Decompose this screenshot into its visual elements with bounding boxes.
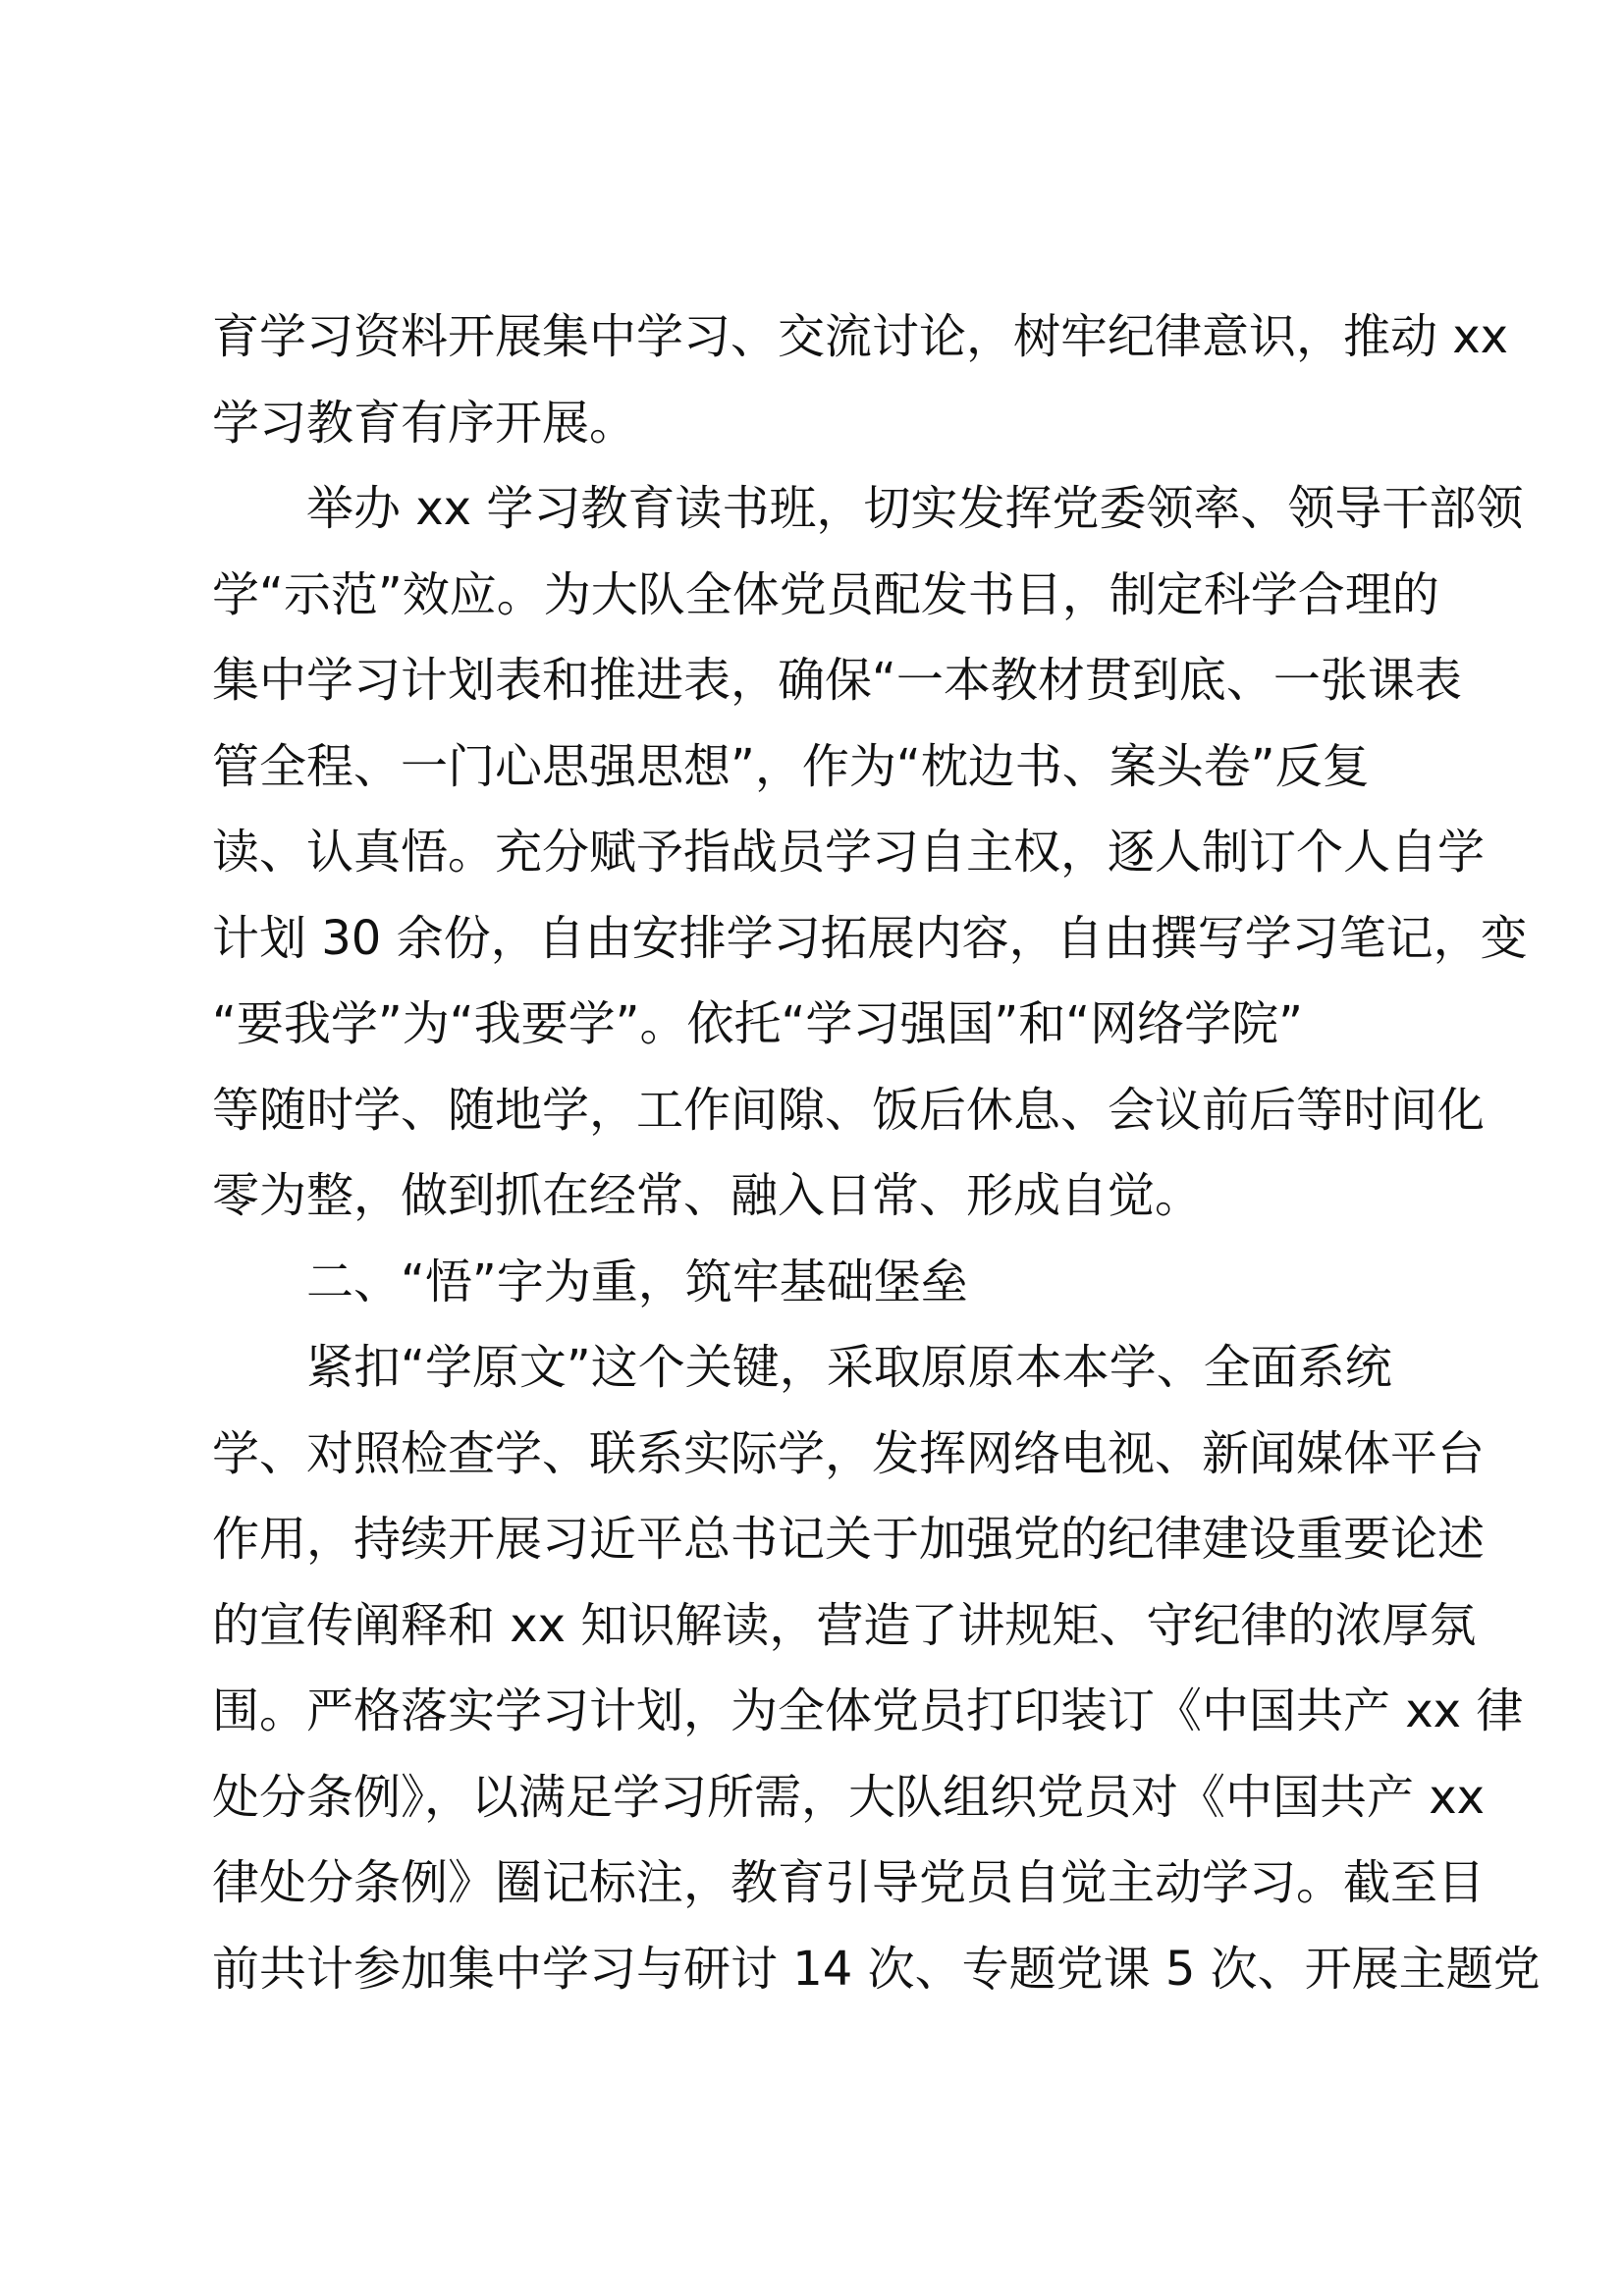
text-line: 等随时学、随地学，工作间隙、饭后休息、会议前后等时间化 bbox=[212, 1082, 1486, 1138]
paragraph-start-line: 紧扣“学原文”这个关键，采取原原本本学、全面系统 bbox=[306, 1340, 1392, 1395]
text-line: 管全程、一门心思强思想”，作为“枕边书、案头卷”反复 bbox=[212, 738, 1370, 794]
document-body bbox=[212, 294, 1541, 2012]
text-line: 的宣传阐释和 xx 知识解读，营造了讲规矩、守纪律的浓厚氛 bbox=[212, 1597, 1477, 1653]
text-line: 学“示范”效应。为大队全体党员配发书目，制定科学合理的 bbox=[212, 566, 1439, 622]
text-line: “要我学”为“我要学”。依托“学习强国”和“网络学院” bbox=[212, 996, 1303, 1051]
text-line: 零为整，做到抓在经常、融入日常、形成自觉。 bbox=[212, 1168, 1203, 1223]
text-line: 读、认真悟。充分赋予指战员学习自主权，逐人制订个人自学 bbox=[212, 825, 1486, 880]
text-line: 育学习资料开展集中学习、交流讨论，树牢纪律意识，推动 xx bbox=[212, 309, 1509, 364]
text-line: 前共计参加集中学习与研讨 14 次、专题党课 5 次、开展主题党 bbox=[212, 1941, 1541, 1997]
text-line: 作用，持续开展习近平总书记关于加强党的纪律建设重要论述 bbox=[212, 1512, 1486, 1567]
text-line: 学、对照检查学、联系实际学，发挥网络电视、新闻媒体平台 bbox=[212, 1425, 1486, 1481]
text-line: 律处分条例》圈记标注，教育引导党员自觉主动学习。截至目 bbox=[212, 1855, 1486, 1910]
paragraph-start-line: 举办 xx 学习教育读书班，切实发挥党委领率、领导干部领 bbox=[306, 481, 1524, 536]
text-line: 集中学习计划表和推进表，确保“一本教材贯到底、一张课表 bbox=[212, 653, 1462, 708]
text-line: 学习教育有序开展。 bbox=[212, 395, 637, 451]
section-heading: 二、“悟”字为重，筑牢基础堡垒 bbox=[306, 1254, 968, 1309]
text-line: 围。严格落实学习计划，为全体党员打印装订《中国共产 xx 律 bbox=[212, 1683, 1524, 1738]
text-line: 处分条例》，以满足学习所需，大队组织党员对《中国共产 xx bbox=[212, 1769, 1486, 1825]
text-line: 计划 30 余份，自由安排学习拓展内容，自由撰写学习笔记，变 bbox=[212, 910, 1528, 966]
